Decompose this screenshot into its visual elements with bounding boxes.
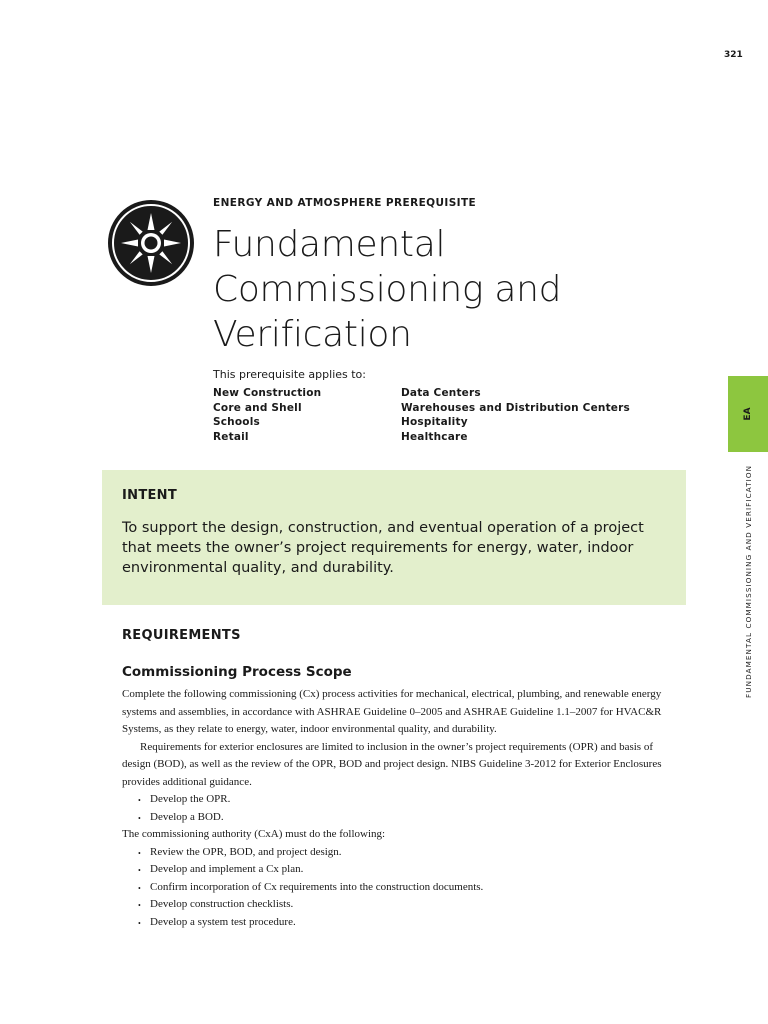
- list-item: • Develop a BOD.: [122, 809, 672, 827]
- rating-system-item: New Construction: [213, 387, 322, 399]
- intent-text: To support the design, construction, and eventual operation of a project that meets the owner’s project requirements for energy, water, indoor environmental quality, and durability.: [122, 520, 644, 576]
- title-line: Commissioning and: [213, 269, 562, 310]
- list-item: • Develop construction checklists.: [122, 896, 672, 914]
- paragraph: Requirements for exterior enclosures are limited to inclusion in the owner’s project requirements (OPR) and basis of design (BOD), as well as the review of the OPR, BOD and project design. NIBS Guideline 3-2012 for Exterior Enclosures provides additional guidance.: [122, 740, 662, 788]
- requirements-heading: REQUIREMENTS: [122, 628, 241, 643]
- section-tab-label: EA: [743, 407, 753, 421]
- rating-system-item: Core and Shell: [213, 401, 302, 414]
- rating-system-item: Retail: [213, 430, 249, 443]
- page-number: 321: [724, 50, 743, 60]
- section-tab: [728, 376, 768, 452]
- intent-heading: INTENT: [122, 488, 178, 503]
- intent-box: [102, 470, 686, 605]
- list-item: • Review the OPR, BOD, and project design.: [122, 844, 672, 862]
- title-line: Verification: [213, 314, 412, 355]
- rating-system-item: Schools: [213, 416, 260, 428]
- list-item: • Develop and implement a Cx plan.: [122, 861, 672, 879]
- bullet-list: [122, 844, 672, 932]
- page-title: [213, 222, 561, 357]
- rating-system-item: Data Centers: [401, 387, 481, 399]
- sun-compass-icon: [107, 199, 195, 287]
- rating-system-item: Healthcare: [401, 430, 468, 443]
- prerequisite-category: ENERGY AND ATMOSPHERE PREREQUISITE: [213, 197, 477, 209]
- title-line: Fundamental: [213, 224, 446, 265]
- rating-system-item: Warehouses and Distribution Centers: [401, 401, 630, 414]
- applies-to-right-column: [401, 386, 630, 444]
- running-title: FUNDAMENTAL COMMISSIONING AND VERIFICATION: [744, 464, 753, 698]
- applies-to-left-column: [213, 386, 321, 444]
- list-item: • Develop the OPR.: [122, 791, 672, 809]
- rating-system-item: Hospitality: [401, 416, 468, 428]
- requirements-body: [122, 686, 672, 931]
- paragraph: Complete the following commissioning (Cx) process activities for mechanical, electrical, plumbing, and renewable energy systems and assemblies, in accordance with ASHRAE Guideline 0–2005 and ASHRAE Guideline 1.1–2007 for HVAC&R Systems, as they relate to energy, water, indoor environmental quality, and durability.: [122, 688, 662, 735]
- list-item: • Develop a system test procedure.: [122, 914, 672, 932]
- paragraph: The commissioning authority (CxA) must do the following:: [122, 828, 386, 840]
- bullet-list: [122, 791, 672, 826]
- applies-to-intro: This prerequisite applies to:: [213, 368, 366, 381]
- list-item: • Confirm incorporation of Cx requirements into the construction documents.: [122, 879, 672, 897]
- scope-heading: Commissioning Process Scope: [122, 664, 352, 680]
